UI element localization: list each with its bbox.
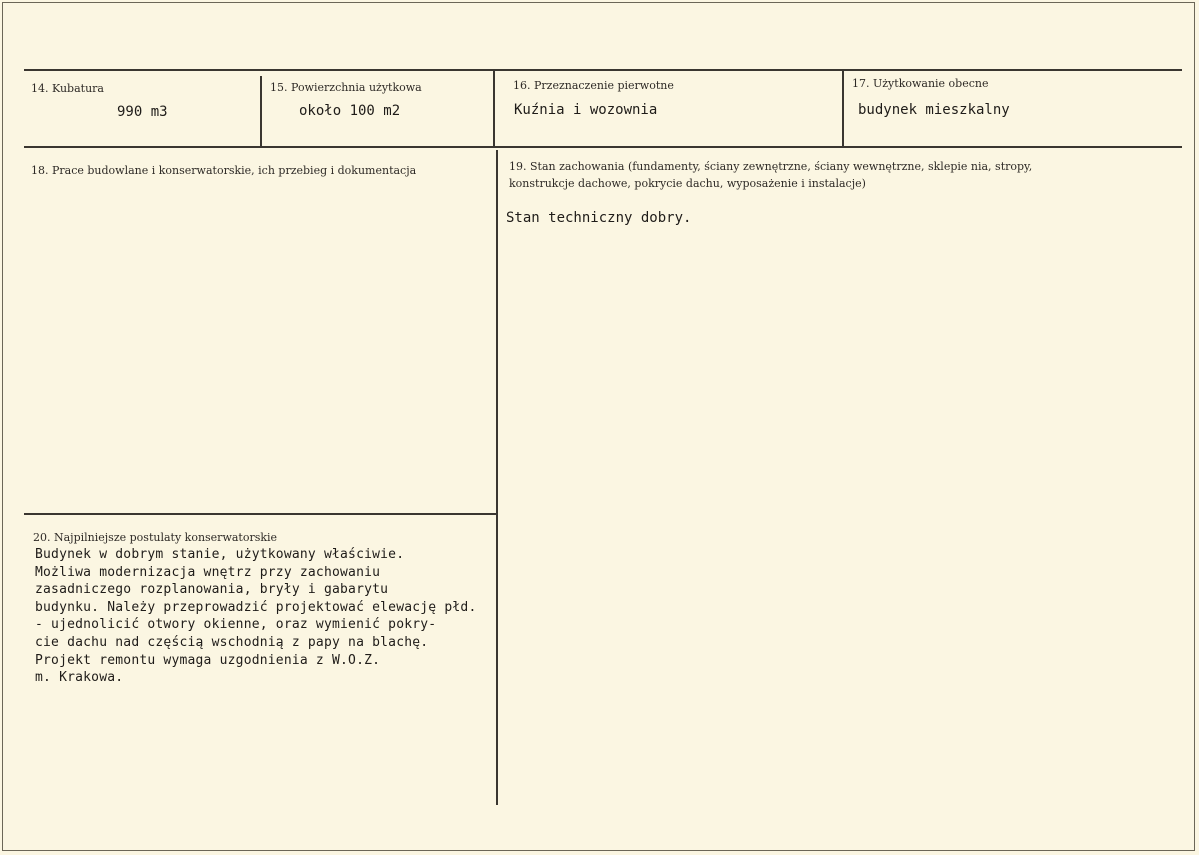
field-18-label: 18. Prace budowlane i konserwatorskie, ich przebieg i dokumentacja [31, 164, 417, 177]
field-15-label: 15. Powierzchnia użytkowa [270, 81, 422, 94]
field-19-value: Stan techniczny dobry. [506, 210, 692, 226]
divider-16-17 [842, 71, 844, 146]
field-20-line: m. Krakowa. [35, 670, 124, 686]
field-19-label-line-1: 19. Stan zachowania (fundamenty, ściany zewnętrzne, ściany wewnętrzne, sklepie nia, stropy, [509, 160, 1033, 173]
card-border [2, 2, 1195, 851]
field-17-value: budynek mieszkalny [858, 102, 1010, 118]
field-17-label: 17. Użytkowanie obecne [852, 77, 989, 90]
field-20-line: budynku. Należy przeprowadzić projektować elewację płd. [35, 599, 477, 615]
field-20-line: - ujednolicić otwory okienne, oraz wymienić pokry- [35, 617, 437, 633]
field-15-value: około 100 m2 [299, 103, 401, 119]
field-20-label: 20. Najpilniejsze postulaty konserwatorskie [33, 531, 278, 544]
field-16-value: Kuźnia i wozownia [514, 102, 658, 118]
field-20-text [35, 546, 476, 687]
top-rule [24, 69, 1182, 71]
field-14-label: 14. Kubatura [31, 82, 104, 95]
field-20-line: Budynek w dobrym stanie, użytkowany właściwie. [35, 547, 405, 562]
section18-bottom-rule [24, 513, 496, 515]
divider-15-16 [493, 71, 495, 148]
divider-14-15 [260, 76, 262, 146]
field-20-line: cie dachu nad częścią wschodnią z papy na blachę. [35, 634, 429, 650]
field-16-label: 16. Przeznaczenie pierwotne [513, 79, 674, 92]
field-14-value: 990 m3 [117, 104, 168, 120]
field-20-line: Możliwa modernizacja wnętrz przy zachowaniu [35, 564, 381, 580]
field-20-line: zasadniczego rozplanowania, bryły i gabarytu [35, 582, 389, 598]
field-20-line: Projekt remontu wymaga uzgodnienia z W.O.Z. [35, 652, 381, 668]
main-vertical-divider [496, 150, 498, 805]
field-19-label-line-2: konstrukcje dachowe, pokrycie dachu, wyposażenie i instalacje) [509, 177, 866, 190]
row1-bottom-rule [24, 146, 1182, 148]
